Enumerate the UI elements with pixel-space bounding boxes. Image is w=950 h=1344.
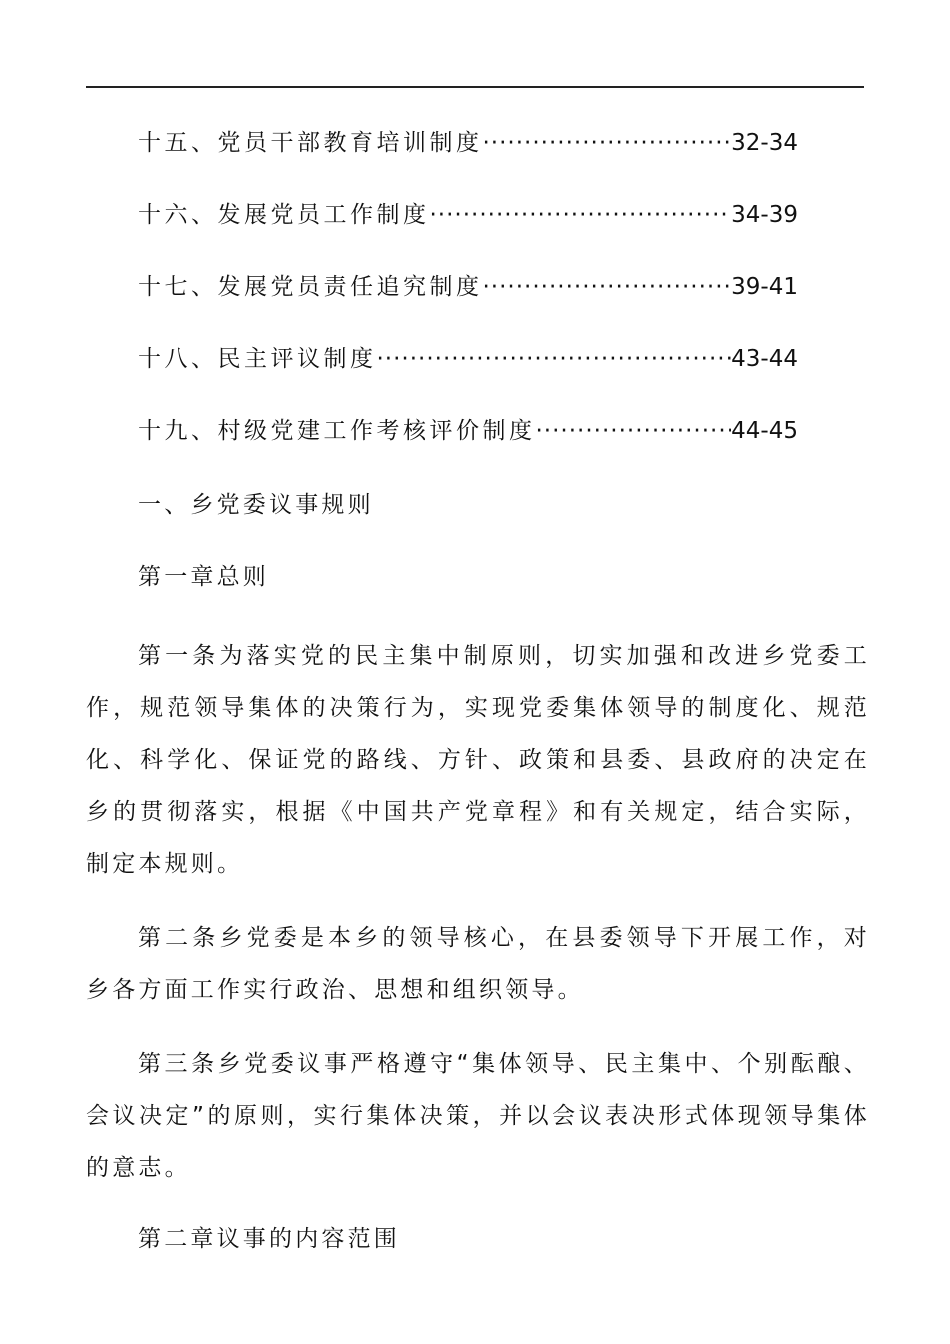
- toc-entry-title: 十五、党员干部教育培训制度: [138, 130, 483, 156]
- toc-entry-title: 十七、发展党员责任追究制度: [138, 274, 483, 300]
- section-title: 一、乡党委议事规则: [138, 492, 374, 518]
- toc-entry-pages: 39-41: [731, 274, 798, 300]
- document-body: [86, 482, 870, 1288]
- article-paragraph: 第三条乡党委议事严格遵守“集体领导、民主集中、个别酝酿、会议决定”的原则，实行集体决策，并以会议表决形式体现领导集体的意志。: [86, 1051, 870, 1181]
- toc-entry[interactable]: [138, 340, 798, 412]
- toc-entry-pages: 43-44: [731, 346, 798, 372]
- article-paragraph: 第二条乡党委是本乡的领导核心，在县委领导下开展工作，对乡各方面工作实行政治、思想和组织领导。: [86, 925, 870, 1003]
- chapter-heading: 第二章议事的内容范围: [138, 1226, 400, 1252]
- toc-leader-dots: [430, 202, 732, 228]
- toc-entry[interactable]: [138, 196, 798, 268]
- toc-leader-dots: [483, 274, 732, 300]
- article-paragraph: 第一条为落实党的民主集中制原则，切实加强和改进乡党委工作，规范领导集体的决策行为，实现党委集体领导的制度化、规范化、科学化、保证党的路线、方针、政策和县委、县政府的决定在乡的贯彻落实，根据《中国共产党章程》和有关规定，结合实际，制定本规则。: [86, 643, 870, 877]
- toc-entry-pages: 32-34: [731, 130, 798, 156]
- toc-entry[interactable]: [138, 412, 798, 484]
- toc-entry-title: 十八、民主评议制度: [138, 346, 377, 372]
- toc-entry-pages: 34-39: [731, 202, 798, 228]
- header-rule: [86, 86, 864, 88]
- toc-entry-title: 十九、村级党建工作考核评价制度: [138, 418, 536, 444]
- toc-leader-dots: [377, 346, 732, 372]
- toc-leader-dots: [536, 418, 732, 444]
- toc-entry-pages: 44-45: [731, 418, 798, 444]
- toc-entry[interactable]: [138, 268, 798, 340]
- chapter-heading: 第一章总则: [138, 564, 269, 590]
- toc-leader-dots: [483, 130, 732, 156]
- toc-entry[interactable]: [138, 124, 798, 196]
- toc-entry-title: 十六、发展党员工作制度: [138, 202, 430, 228]
- table-of-contents: [138, 124, 798, 484]
